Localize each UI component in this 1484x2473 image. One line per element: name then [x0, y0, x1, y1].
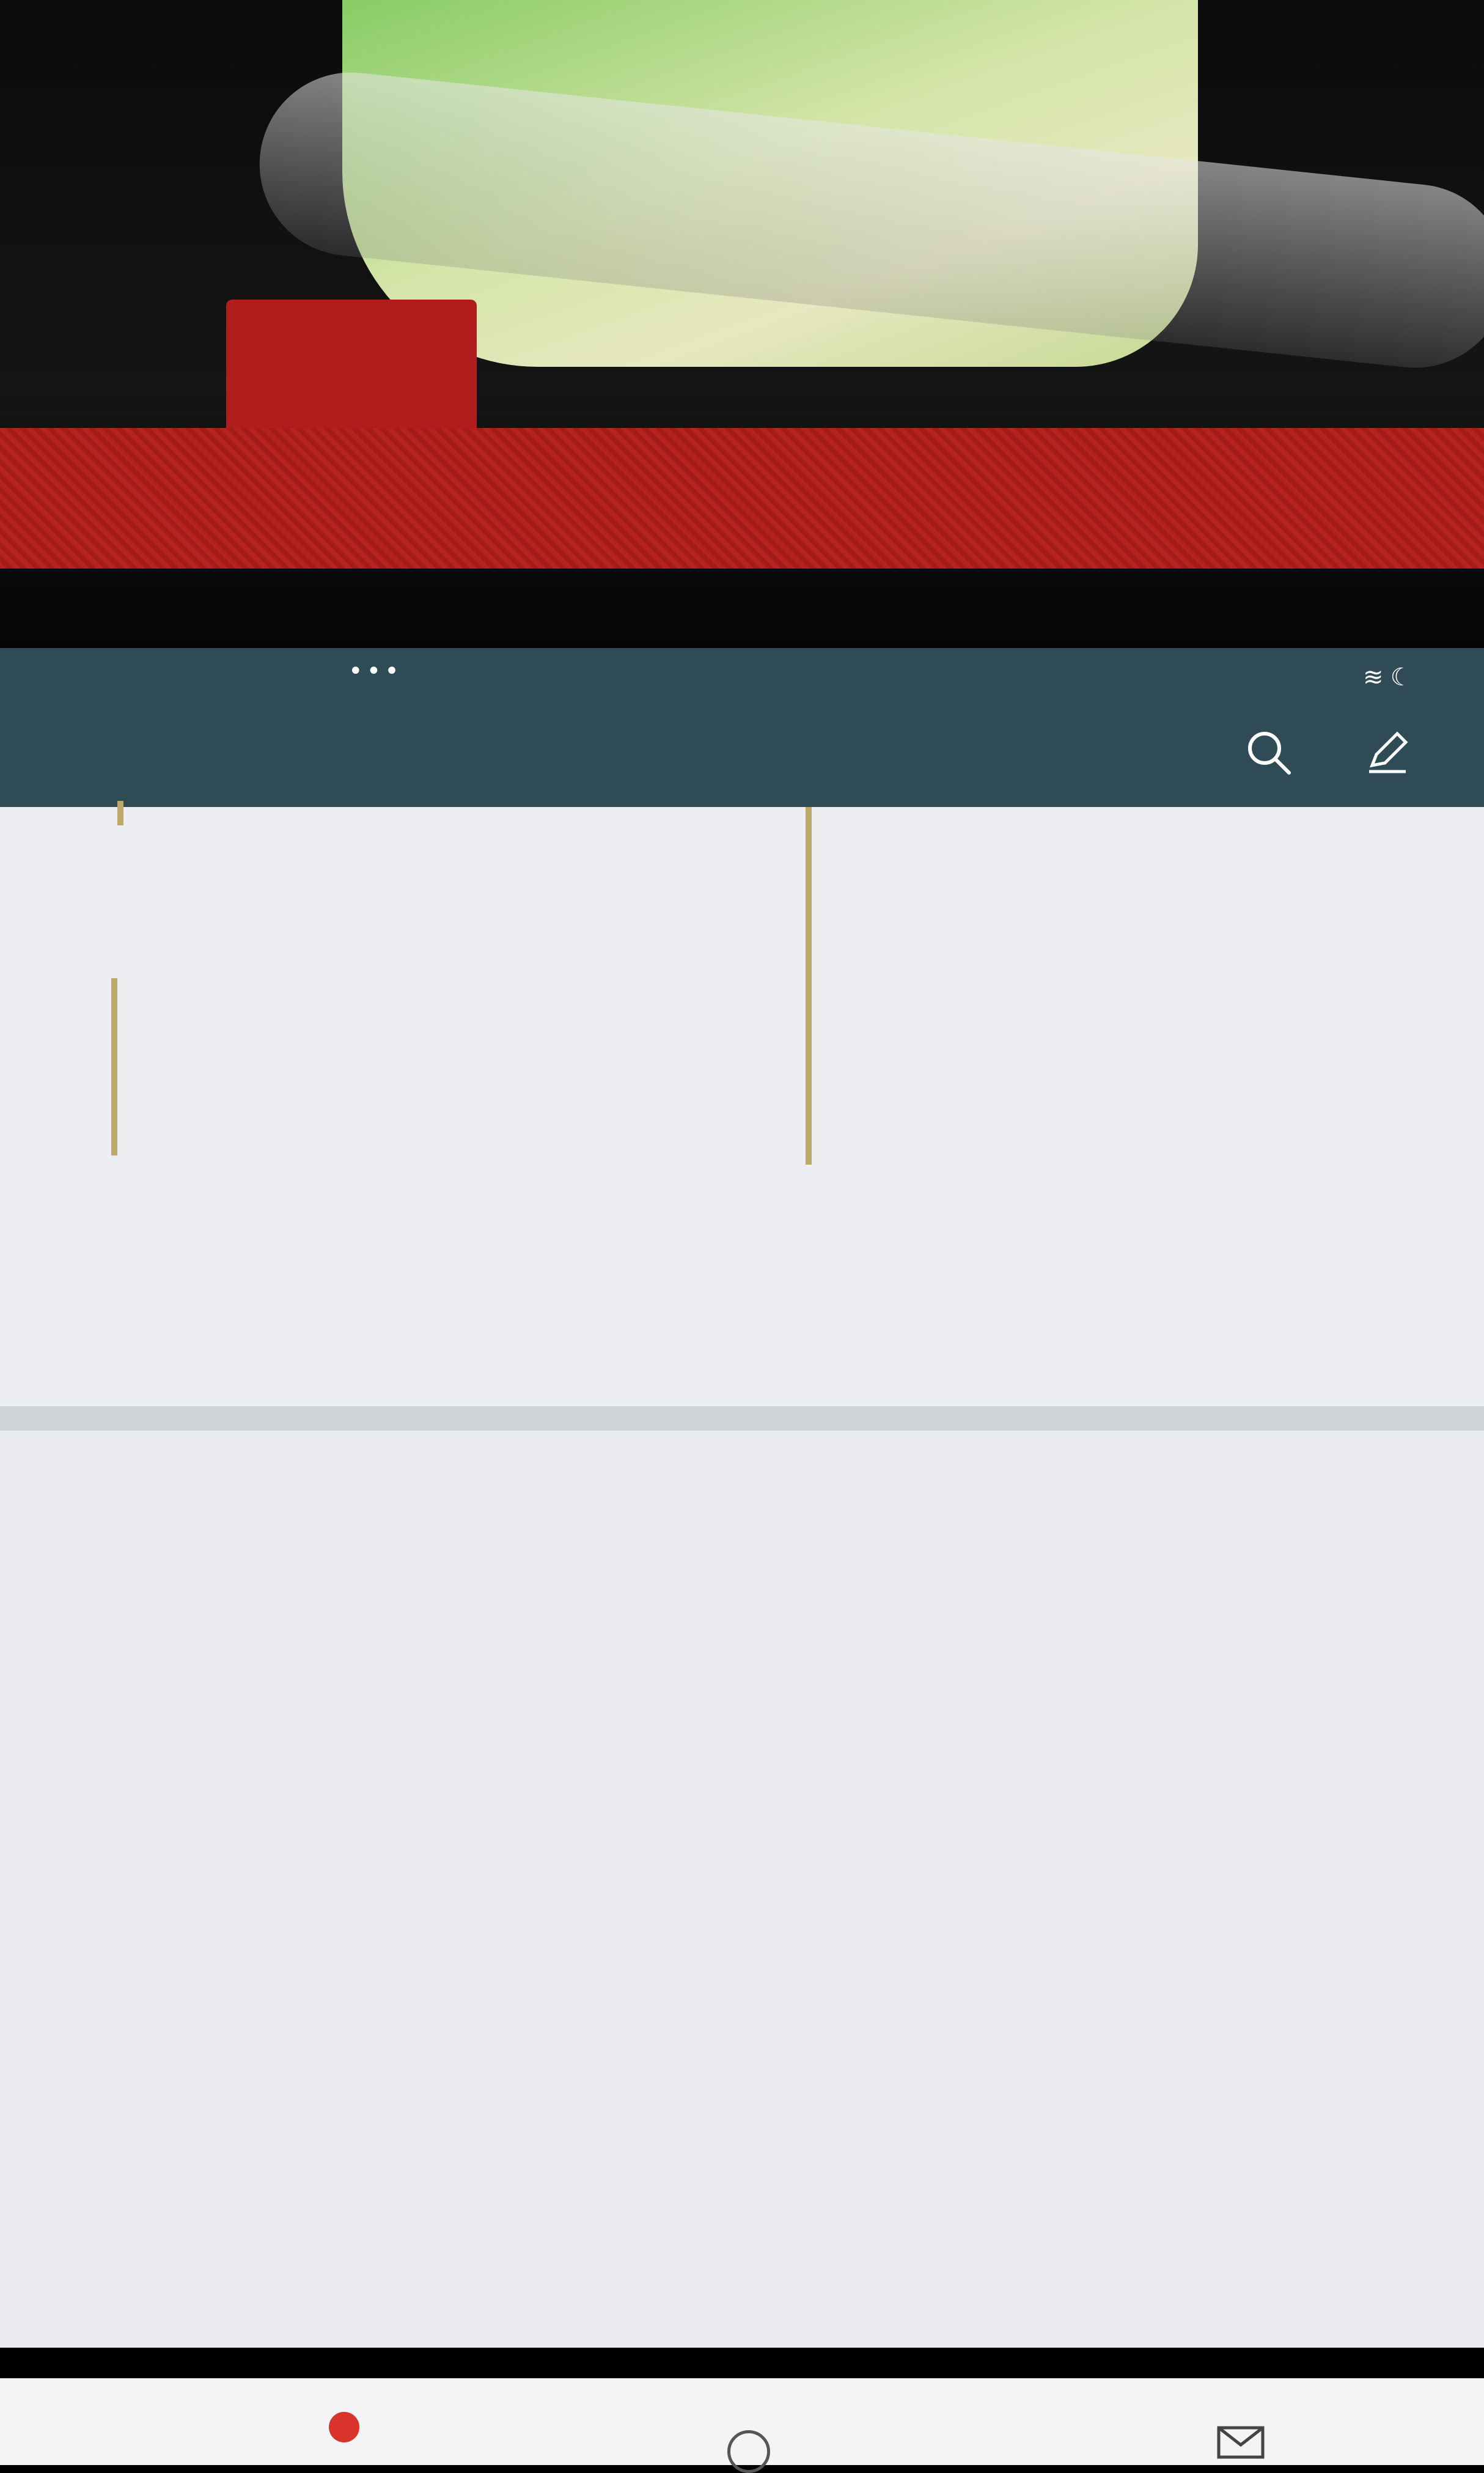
- notifications-icon[interactable]: [727, 2430, 770, 2473]
- search-icon[interactable]: [1244, 728, 1293, 776]
- photo-background: [0, 0, 1484, 648]
- moon-icon: ☾: [1390, 664, 1412, 691]
- inbox-icon[interactable]: [1216, 2424, 1265, 2461]
- status-bar: [0, 648, 1484, 697]
- case-tab: [226, 300, 477, 440]
- pencil-icon[interactable]: [1363, 728, 1412, 776]
- figure-area: [0, 1590, 1484, 2384]
- tablet-case: [0, 428, 1484, 569]
- page-divider: [0, 1406, 1484, 1431]
- wifi-icon: ≋: [1363, 664, 1384, 691]
- left-bar: [111, 978, 117, 1155]
- more-dots-icon[interactable]: •••: [348, 657, 403, 685]
- left-bar-top: [117, 801, 123, 825]
- document-page-top: [0, 807, 1484, 1406]
- notification-badge: [329, 2412, 359, 2442]
- status-indicators: [1363, 663, 1412, 691]
- right-bar: [806, 807, 812, 1165]
